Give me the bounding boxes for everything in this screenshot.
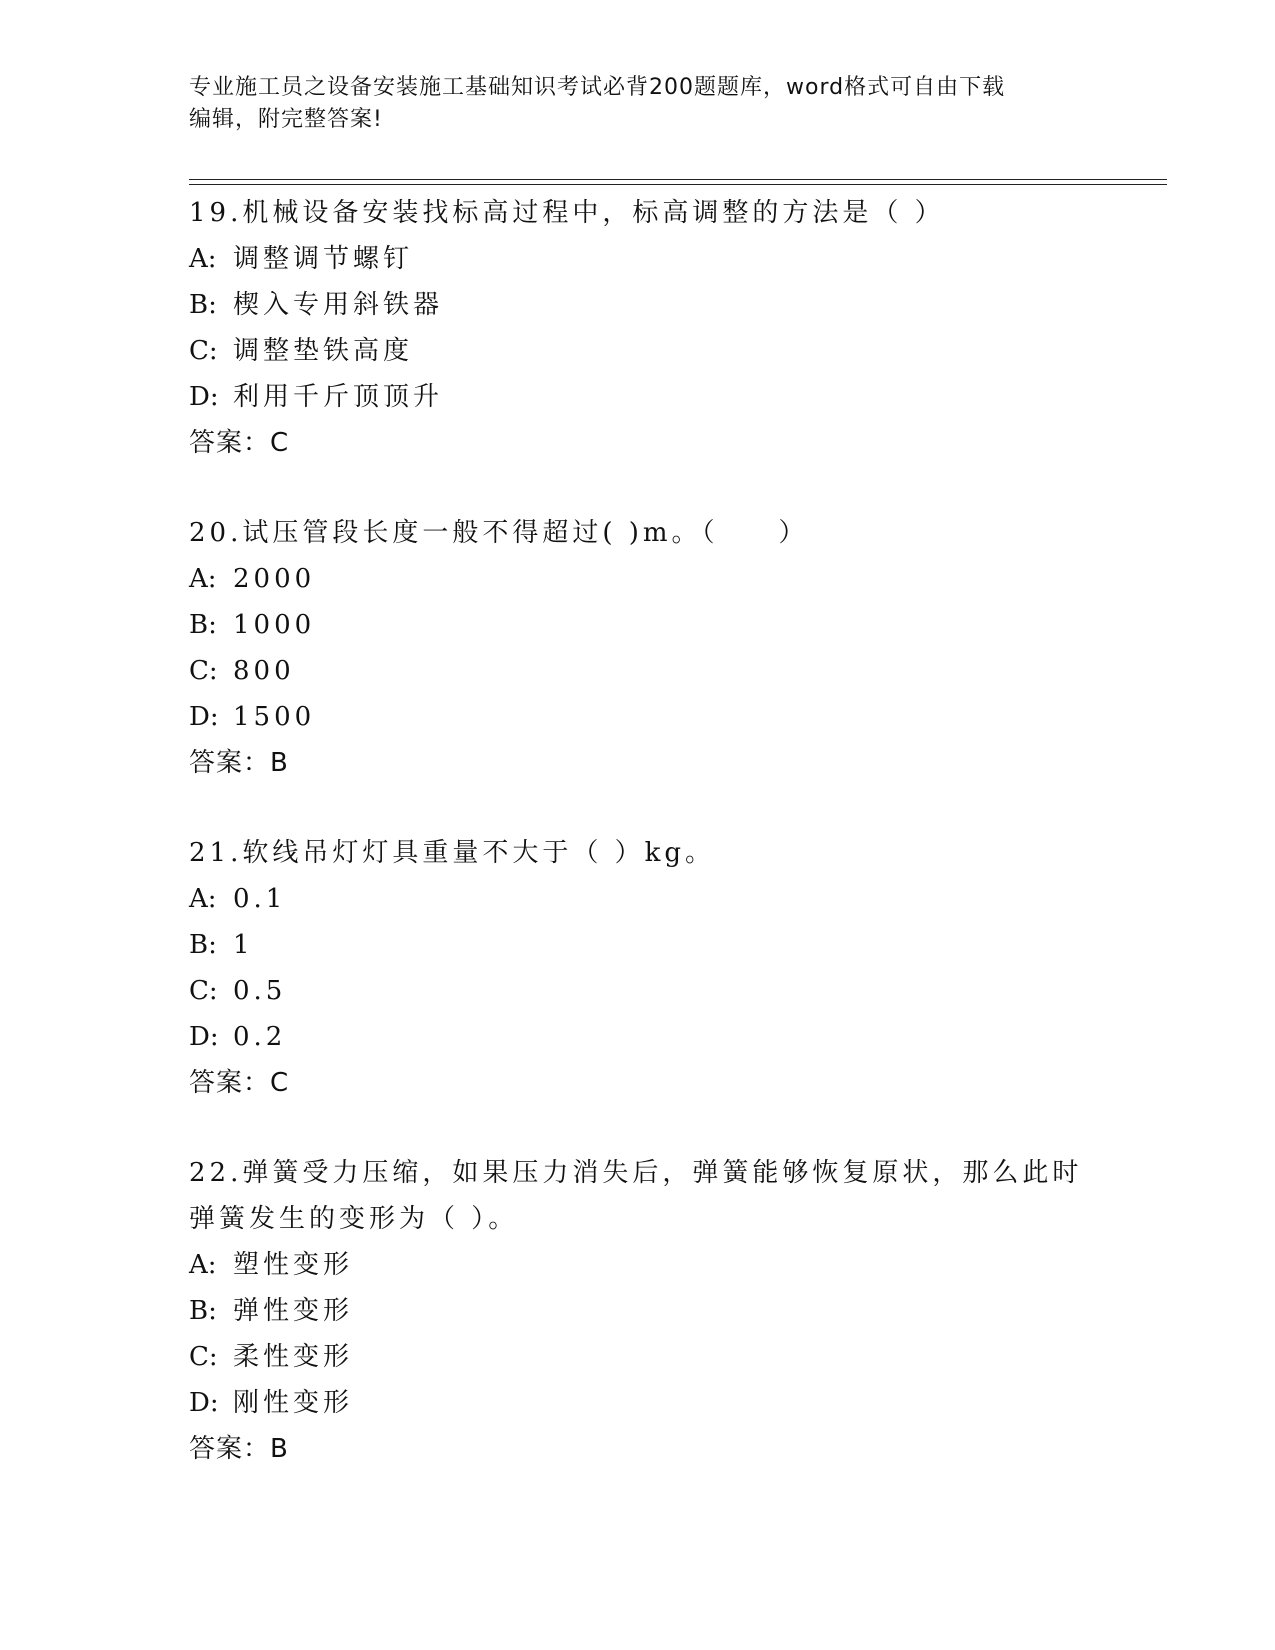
option-letter: B: xyxy=(189,1296,217,1326)
answer-line: 答案：B xyxy=(189,748,289,778)
option-letter: B: xyxy=(189,290,217,320)
header-divider-bottom xyxy=(189,184,1167,185)
option-letter: C: xyxy=(189,656,218,686)
option-a xyxy=(189,1242,1089,1288)
document-header xyxy=(189,72,1089,136)
option-b xyxy=(189,1288,1089,1334)
option-letter: A: xyxy=(189,564,217,594)
header-line-2: 编辑，附完整答案! xyxy=(189,107,383,132)
option-b xyxy=(189,602,1089,648)
option-letter: C: xyxy=(189,336,218,366)
answer-line: 答案：C xyxy=(189,428,290,458)
option-c xyxy=(189,648,1089,694)
header-line-1: 专业施工员之设备安装施工基础知识考试必背200题题库，word格式可自由下载 xyxy=(189,75,1006,100)
option-letter: A: xyxy=(189,244,217,274)
option-text: 0.2 xyxy=(233,1022,287,1052)
option-text: 刚性变形 xyxy=(233,1388,354,1418)
option-text: 2000 xyxy=(233,564,316,594)
option-letter: A: xyxy=(189,1250,217,1280)
option-text: 利用千斤顶顶升 xyxy=(233,382,444,412)
option-a xyxy=(189,876,1089,922)
option-text: 0.1 xyxy=(233,884,287,914)
option-letter: D: xyxy=(189,382,219,412)
option-letter: D: xyxy=(189,1388,219,1418)
question-block xyxy=(189,510,1089,786)
option-letter: D: xyxy=(189,1022,219,1052)
option-c xyxy=(189,968,1089,1014)
option-text: 塑性变形 xyxy=(233,1250,354,1280)
question-stem: 21.软线吊灯灯具重量不大于（ ）kg。 xyxy=(189,838,716,868)
option-b xyxy=(189,922,1089,968)
option-letter: A: xyxy=(189,884,217,914)
option-text: 800 xyxy=(233,656,295,686)
option-letter: C: xyxy=(189,976,218,1006)
answer-line: 答案：B xyxy=(189,1434,289,1464)
option-b xyxy=(189,282,1089,328)
option-c xyxy=(189,1334,1089,1380)
question-stem: 19.机械设备安装找标高过程中，标高调整的方法是（ ） xyxy=(189,198,945,228)
option-d xyxy=(189,694,1089,740)
option-d xyxy=(189,374,1089,420)
option-text: 1500 xyxy=(233,702,316,732)
option-d xyxy=(189,1380,1089,1426)
question-block xyxy=(189,830,1089,1106)
question-stem: 20.试压管段长度一般不得超过( )m。（ ） xyxy=(189,518,809,548)
question-block xyxy=(189,1150,1089,1472)
option-text: 1000 xyxy=(233,610,316,640)
option-letter: C: xyxy=(189,1342,218,1372)
option-letter: B: xyxy=(189,930,217,960)
option-text: 调整调节螺钉 xyxy=(233,244,414,274)
header-divider-top xyxy=(189,179,1167,180)
question-block xyxy=(189,190,1089,466)
question-stem: 22.弹簧受力压缩，如果压力消失后，弹簧能够恢复原状，那么此时弹簧发生的变形为（ ）。 xyxy=(189,1158,1083,1234)
option-d xyxy=(189,1014,1089,1060)
option-letter: D: xyxy=(189,702,219,732)
option-a xyxy=(189,556,1089,602)
option-text: 0.5 xyxy=(233,976,287,1006)
answer-line: 答案：C xyxy=(189,1068,290,1098)
option-text: 1 xyxy=(233,930,254,960)
option-text: 弹性变形 xyxy=(233,1296,354,1326)
option-text: 柔性变形 xyxy=(233,1342,354,1372)
option-c xyxy=(189,328,1089,374)
option-letter: B: xyxy=(189,610,217,640)
option-text: 楔入专用斜铁器 xyxy=(233,290,444,320)
option-text: 调整垫铁高度 xyxy=(233,336,414,366)
option-a xyxy=(189,236,1089,282)
